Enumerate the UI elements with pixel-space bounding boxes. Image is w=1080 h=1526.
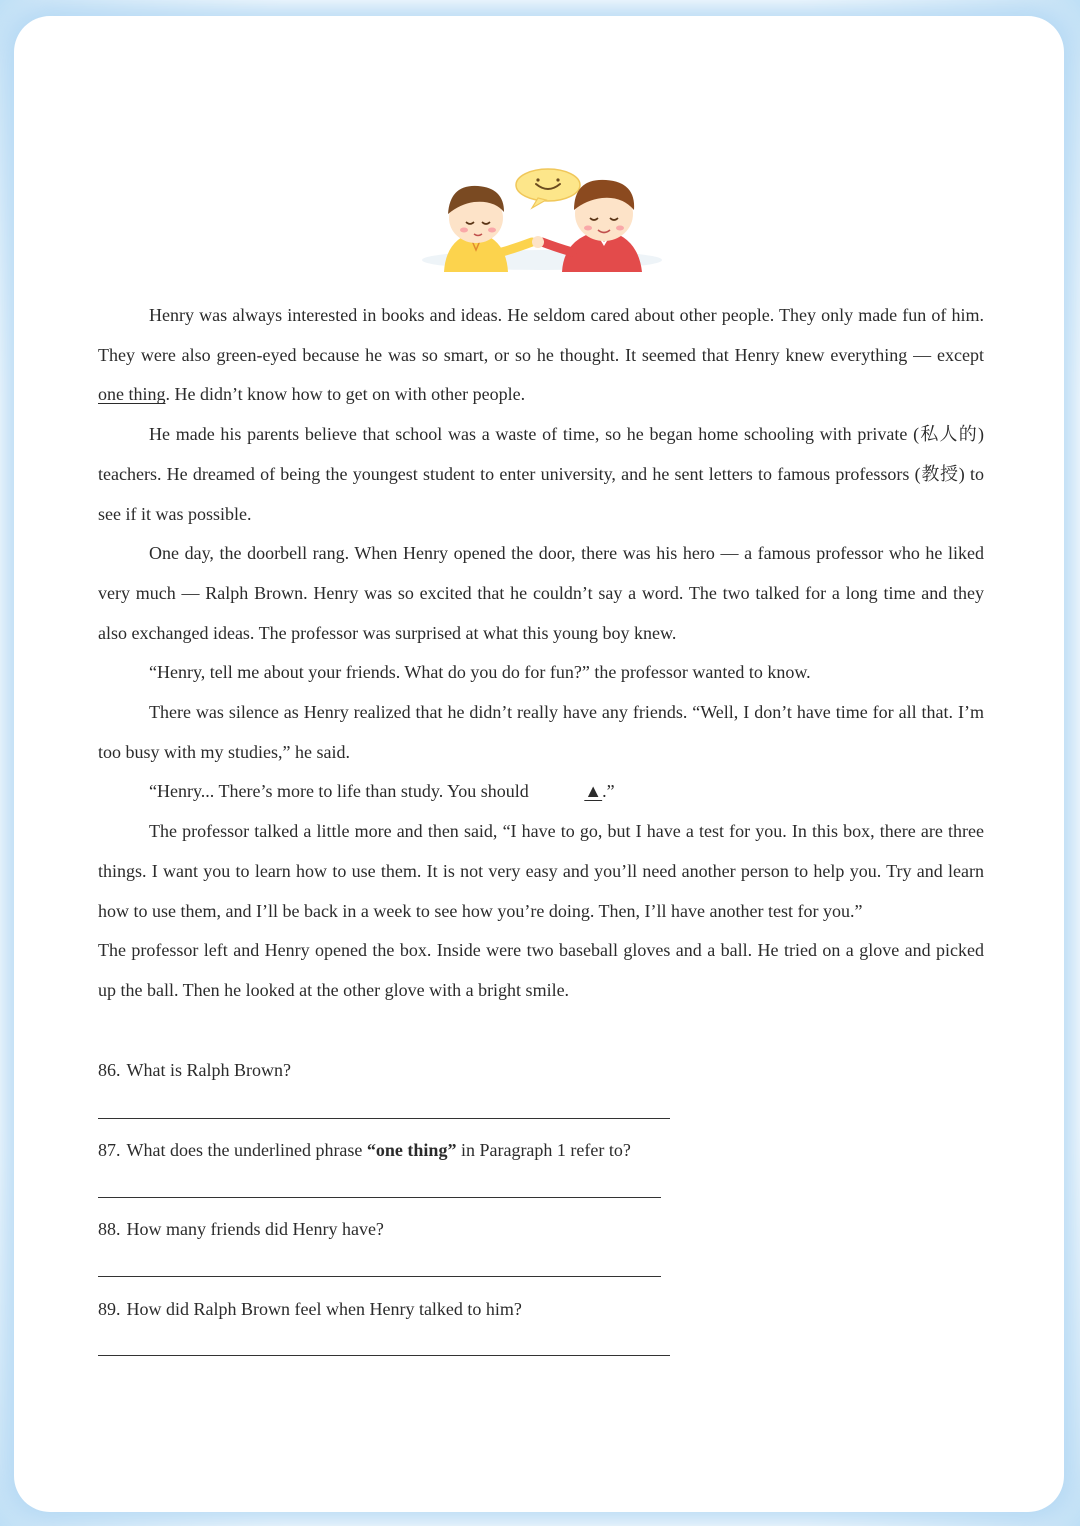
paragraph-1: Henry was always interested in books and ideas. He seldom cared about other people. They only made fun of him. They were also green-eyed because he was so smart, or so he thought. It seemed that Henry knew everything — except one thing. He didn’t know how to get on with other people. xyxy=(98,305,984,405)
paragraph-2: He made his parents believe that school was a waste of time, so he began home schooling with private (私人的) teachers. He dreamed of being the youngest student to enter university, and he sent letters to famous professors (教授) to see if it was possible. xyxy=(98,424,984,524)
question-88: 88. How many friends did Henry have? xyxy=(98,1217,798,1241)
quoted-phrase: “one thing” xyxy=(366,1140,457,1160)
answer-line-86[interactable] xyxy=(98,1118,670,1119)
answer-line-87[interactable] xyxy=(98,1197,661,1198)
paragraph-7: The professor talked a little more and then said, “I have to go, but I have a test for you. In this box, there are three things. I want you to learn how to use them. It is not very easy and you’ll need another person to help you. Try and learn how to use them, and I’ll be back in a week to see how you’re doing. Then, I’ll have another test for you.” xyxy=(98,821,984,921)
paragraph-4: “Henry, tell me about your friends. What do you do for fun?” the professor wanted to know. xyxy=(149,662,811,683)
answer-line-89[interactable] xyxy=(98,1355,670,1356)
question-86: 86. What is Ralph Brown? xyxy=(98,1058,798,1082)
question-87: 87. What does the underlined phrase “one thing” in Paragraph 1 refer to? xyxy=(98,1138,798,1162)
underlined-phrase: one thing xyxy=(98,384,166,405)
smile-bubble-icon xyxy=(516,169,580,208)
blank-triangle-icon: ▲ xyxy=(584,781,603,802)
answer-line-88[interactable] xyxy=(98,1276,661,1277)
paragraph-6: “Henry... There’s more to life than study. You should ▲.” xyxy=(98,772,984,812)
paragraph-8: The professor left and Henry opened the box. Inside were two baseball gloves and a ball. He tried on a glove and picked up the ball. Then he looked at the other glove with a bright smile. xyxy=(98,940,984,1000)
two-boys-shaking-hands-icon xyxy=(412,140,672,272)
paragraph-5: There was silence as Henry realized that he didn’t really have any friends. “Well, I don’t have time for all that. I’m too busy with my studies,” he said. xyxy=(98,702,984,762)
reading-passage xyxy=(98,296,984,1011)
paragraph-3: One day, the doorbell rang. When Henry opened the door, there was his hero — a famous professor who he liked very much — Ralph Brown. Henry was so excited that he couldn’t say a word. The two talked for a long time and they also exchanged ideas. The professor was surprised at what this young boy knew. xyxy=(98,543,984,643)
question-89: 89. How did Ralph Brown feel when Henry talked to him? xyxy=(98,1297,798,1321)
